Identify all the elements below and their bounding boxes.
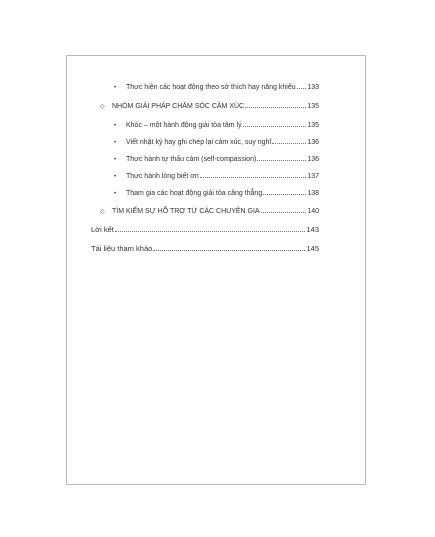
dot-leader xyxy=(115,225,306,232)
toc-entry-page: 133 xyxy=(307,84,319,91)
toc-entry-page: 136 xyxy=(307,156,319,163)
bullet-marker: • xyxy=(114,174,117,180)
toc-entry-title: Thực hiện các hoạt động theo sở thích hay năng khiếu xyxy=(126,84,296,91)
dot-leader xyxy=(261,206,307,213)
dot-leader xyxy=(243,120,307,127)
toc-chapter xyxy=(91,225,319,234)
toc-entry-title: Thực hành lòng biết ơn xyxy=(126,173,199,180)
diamond-marker: ◇ xyxy=(100,209,105,215)
toc-entry-title: Khóc – một hành động giải tỏa tâm lý xyxy=(126,122,242,129)
dot-leader xyxy=(297,82,307,89)
toc-entry xyxy=(114,171,319,182)
toc-entry-page: 143 xyxy=(306,225,319,234)
toc-entry-page: 140 xyxy=(307,208,319,215)
toc-entry-page: 145 xyxy=(306,244,319,253)
toc-entry-page: 136 xyxy=(307,139,319,146)
bullet-marker: • xyxy=(114,191,117,197)
toc-entry-page: 135 xyxy=(307,122,319,129)
toc-chapter xyxy=(91,244,319,253)
toc-entry xyxy=(114,137,319,148)
toc-entry-title: Viết nhật ký hay ghi chép lại cảm xúc, suy nghĩ xyxy=(126,139,272,146)
bullet-marker: • xyxy=(114,140,117,146)
bullet-marker: • xyxy=(114,85,117,91)
dot-leader xyxy=(272,137,306,144)
toc-chapter-title: Tài liệu tham khảo xyxy=(91,244,153,253)
toc-entry xyxy=(114,120,319,131)
diamond-marker: ◇ xyxy=(100,104,105,110)
dot-leader xyxy=(263,188,306,195)
toc-entry-page: 137 xyxy=(307,173,319,180)
dot-leader xyxy=(200,171,307,178)
toc-section xyxy=(100,101,319,112)
toc-entry-page: 138 xyxy=(307,190,319,197)
toc-entry xyxy=(114,154,319,165)
book-page xyxy=(66,55,366,485)
toc-chapter-title: Lời kết xyxy=(91,225,114,234)
dot-leader xyxy=(257,154,306,161)
toc-entry xyxy=(114,82,319,93)
toc-entry-title: Thực hành tự thấu cảm (self-compassion) xyxy=(126,156,257,163)
toc-entry-page: 135 xyxy=(307,103,319,110)
toc-entry xyxy=(114,188,319,199)
toc-section-title: NHÓM GIẢI PHÁP CHĂM SÓC CẢM XÚC xyxy=(112,103,245,110)
bullet-marker: • xyxy=(114,123,117,129)
toc-entry-title: Tham gia các hoạt động giải tỏa căng thẳng xyxy=(126,190,263,197)
bullet-marker: • xyxy=(114,157,117,163)
dot-leader xyxy=(153,244,305,251)
dot-leader xyxy=(245,101,306,108)
toc-section xyxy=(100,206,319,217)
toc-section-title: TÌM KIẾM SỰ HỖ TRỢ TỪ CÁC CHUYÊN GIA xyxy=(112,208,260,215)
